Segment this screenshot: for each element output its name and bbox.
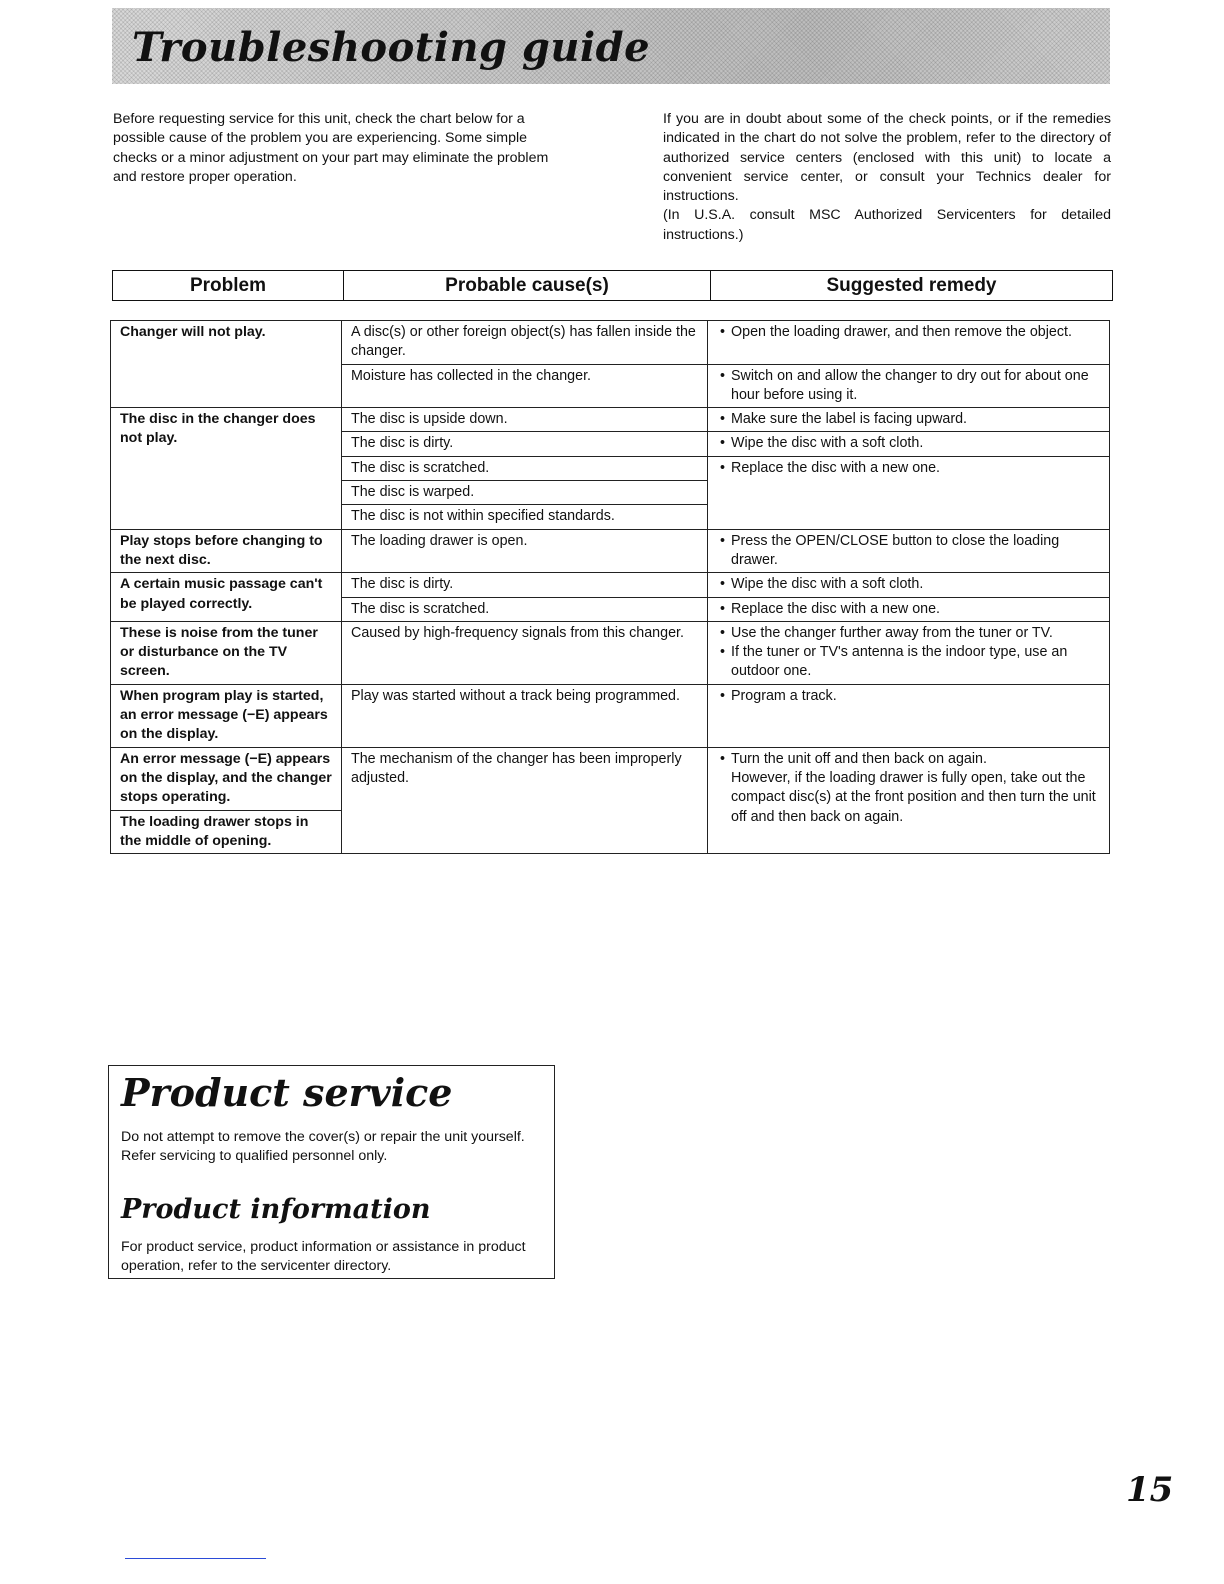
page-title: Troubleshooting guide: [132, 24, 651, 71]
remedy-cell: [708, 408, 1110, 432]
service-text-2: Refer servicing to qualified personnel only.: [121, 1148, 388, 1164]
remedy-cell: [708, 432, 1110, 456]
header-problem: Problem: [113, 271, 344, 301]
cause-cell: A disc(s) or other foreign object(s) has fallen inside the changer.: [342, 321, 708, 365]
cause-cell: The disc is warped.: [342, 481, 708, 505]
intro-left: [113, 110, 561, 187]
table-row: [111, 573, 1110, 597]
cause-cell: The disc is dirty.: [342, 432, 708, 456]
problem-cell: A certain music passage can't be played correctly.: [111, 573, 342, 622]
problem-cell: Play stops before changing to the next disc.: [111, 529, 342, 573]
remedy-text: • If the tuner or TV's antenna is the indoor type, use an outdoor one.: [717, 643, 1100, 682]
problem-cell: These is noise from the tuner or disturbance on the TV screen.: [111, 621, 342, 684]
remedy-cell: [708, 747, 1110, 853]
remedy-cell: [708, 529, 1110, 573]
title-banner: [112, 8, 1110, 84]
remedy-text: • Make sure the label is facing upward.: [717, 410, 1100, 429]
service-text-1: Do not attempt to remove the cover(s) or repair the unit yourself.: [121, 1129, 525, 1145]
remedy-text: However, if the loading drawer is fully open, take out the compact disc(s) at the front position and then turn the unit off and then back on again.: [731, 769, 1096, 825]
table-row: [111, 408, 1110, 432]
page-number: 15: [1126, 1470, 1174, 1510]
intro-right-note: (In U.S.A. consult MSC Authorized Servicenters for detailed instructions.): [663, 207, 1111, 243]
cause-cell: Play was started without a track being programmed.: [342, 684, 708, 747]
header-cause: Probable cause(s): [344, 271, 711, 301]
table-row: [111, 621, 1110, 684]
cause-cell: The mechanism of the changer has been improperly adjusted.: [342, 747, 708, 853]
problem-cell: The loading drawer stops in the middle of opening.: [111, 810, 342, 854]
problem-cell: Changer will not play.: [111, 321, 342, 408]
remedy-cell: [708, 456, 1110, 529]
table-row: [111, 321, 1110, 365]
service-title: Product service: [121, 1070, 453, 1115]
service-text: [121, 1128, 545, 1166]
remedy-text: • Replace the disc with a new one.: [717, 600, 1100, 619]
table-row: [111, 529, 1110, 573]
troubleshooting-table: [110, 320, 1110, 854]
cause-cell: The disc is scratched.: [342, 597, 708, 621]
problem-cell: The disc in the changer does not play.: [111, 408, 342, 529]
remedy-text: • Switch on and allow the changer to dry out for about one hour before using it.: [717, 367, 1100, 406]
cause-cell: The disc is upside down.: [342, 408, 708, 432]
cause-cell: The disc is not within specified standards.: [342, 505, 708, 529]
problem-cell: When program play is started, an error message (−E) appears on the display.: [111, 684, 342, 747]
remedy-cell: [708, 573, 1110, 597]
header-remedy: Suggested remedy: [711, 271, 1113, 301]
cause-cell: The disc is dirty.: [342, 573, 708, 597]
table-row: [111, 684, 1110, 747]
intro-right-text: If you are in doubt about some of the check points, or if the remedies indicated in the chart do not solve the problem, refer to the directory of authorized service centers (enclosed with this unit) to locate a convenient service center, or consult your Technics dealer for instructions.: [663, 111, 1111, 205]
remedy-cell: [708, 597, 1110, 621]
remedy-cell: [708, 321, 1110, 365]
remedy-text: • Wipe the disc with a soft cloth.: [717, 575, 1100, 594]
cause-cell: Caused by high-frequency signals from this changer.: [342, 621, 708, 684]
remedy-text: • Open the loading drawer, and then remove the object.: [717, 323, 1100, 342]
info-text: For product service, product information or assistance in product operation, refer to the servicenter directory.: [121, 1239, 526, 1274]
problem-cell: An error message (−E) appears on the display, and the changer stops operating.: [111, 747, 342, 810]
remedy-cell: [708, 621, 1110, 684]
cause-cell: The loading drawer is open.: [342, 529, 708, 573]
remedy-text: • Program a track.: [717, 687, 1100, 706]
remedy-text: • Replace the disc with a new one.: [717, 459, 1100, 478]
intro-right: [663, 110, 1111, 245]
remedy-text: • Use the changer further away from the tuner or TV.: [717, 624, 1100, 643]
info-title: Product information: [121, 1194, 431, 1225]
remedy-cell: [708, 364, 1110, 408]
remedy-text: • Turn the unit off and then back on again.: [717, 750, 1100, 769]
product-service-box: [108, 1065, 555, 1279]
remedy-text: • Press the OPEN/CLOSE button to close the loading drawer.: [717, 532, 1100, 571]
table-row: [111, 747, 1110, 810]
table-header: [112, 270, 1113, 301]
cause-cell: Moisture has collected in the changer.: [342, 364, 708, 408]
remedy-text: • Wipe the disc with a soft cloth.: [717, 434, 1100, 453]
cause-cell: The disc is scratched.: [342, 456, 708, 480]
remedy-cell: [708, 684, 1110, 747]
intro-left-text: Before requesting service for this unit, check the chart below for a possible cause of the problem you are experiencing. Some simple checks or a minor adjustment on your part may eliminate the problem and restore proper operation.: [113, 111, 549, 185]
divider-line: [125, 1558, 266, 1559]
